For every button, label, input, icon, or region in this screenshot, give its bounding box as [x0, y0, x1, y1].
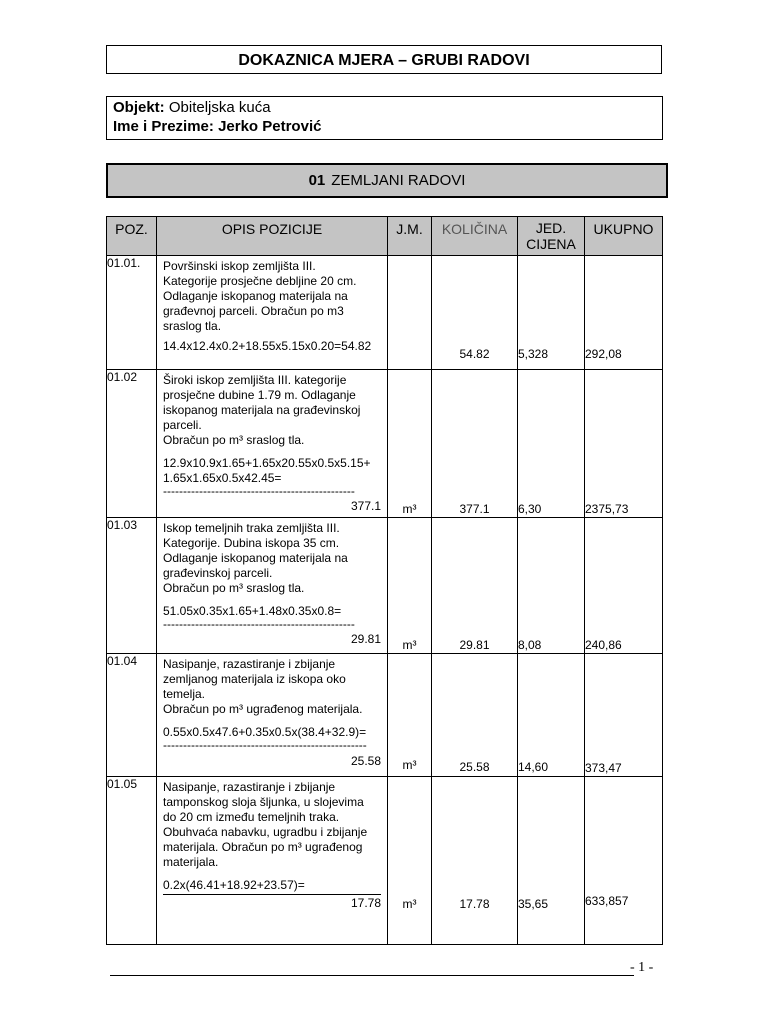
row-jm: [388, 370, 432, 518]
row-jed-cijena: [518, 777, 585, 945]
row-jm: [388, 518, 432, 654]
row-calculation: 0.2x(46.41+18.92+23.57)=: [163, 878, 305, 892]
row-jed-cijena: [518, 370, 585, 518]
ime-value: Jerko Petrović: [218, 118, 322, 135]
row-kolicina: [432, 370, 518, 518]
header-jed-cijena: [518, 217, 585, 256]
section-title: ZEMLJANI RADOVI: [331, 172, 466, 189]
row-kolicina-value: 54.82: [459, 347, 490, 361]
row-poz: 01.05: [107, 777, 157, 945]
row-ukupno: [585, 370, 663, 518]
table-row: [107, 256, 663, 370]
header-poz: POZ.: [107, 217, 157, 256]
row-total: 377.1: [350, 499, 381, 513]
row-jm-value: m³: [402, 897, 417, 911]
row-jed-cijena-value: 8,08: [518, 638, 542, 652]
document-title: DOKAZNICA MJERA – GRUBI RADOVI: [106, 45, 662, 74]
row-jed-cijena-value: 6,30: [518, 502, 542, 516]
row-description-cell: [157, 777, 388, 945]
row-ukupno-value: 240,86: [585, 638, 622, 652]
items-table: [106, 216, 663, 945]
row-description-cell: [157, 256, 388, 370]
row-calculation: 14.4x12.4x0.2+18.55x5.15x0.20=54.82: [163, 339, 372, 353]
header-ukupno: UKUPNO: [585, 217, 663, 256]
row-jm-value: m³: [402, 502, 417, 516]
row-total: 29.81: [350, 632, 381, 646]
row-ukupno-value: 292,08: [585, 347, 622, 361]
row-kolicina-value: 17.78: [459, 897, 490, 911]
row-jed-cijena-value: 35,65: [518, 897, 549, 911]
row-ukupno-value: 2375,73: [585, 502, 629, 516]
row-kolicina-value: 25.58: [459, 760, 490, 774]
row-jm: [388, 777, 432, 945]
page-number: - 1 -: [630, 960, 654, 975]
project-info: [106, 96, 663, 140]
row-jed-cijena-value: 5,328: [518, 347, 549, 361]
ime-label: Ime i Prezime:: [113, 118, 214, 135]
row-description: Široki iskop zemljišta III. kategorije prosječne dubine 1.79 m. Odlaganje iskopanog materijala na građevinskoj parceli. Obračun po m³ sraslog tla.: [163, 373, 361, 447]
row-description-cell: [157, 518, 388, 654]
table-row: [107, 654, 663, 777]
row-total: 25.58: [350, 754, 381, 768]
row-calculation: 0.55x0.5x47.6+0.35x0.5x(38.4+32.9)=: [163, 725, 367, 739]
header-opis: OPIS POZICIJE: [157, 217, 388, 256]
row-jed-cijena: [518, 256, 585, 370]
objekt-line: [113, 98, 662, 117]
row-ukupno-value: 633,857: [585, 894, 629, 908]
row-calculation: 12.9x10.9x1.65+1.65x20.55x0.5x5.15+ 1.65x1.65x0.5x42.45=: [163, 456, 371, 485]
table-row: [107, 777, 663, 945]
row-separator: ---------------------------------------------------: [163, 740, 367, 750]
row-separator: ------------------------------------------------: [163, 619, 355, 629]
row-jed-cijena: [518, 654, 585, 777]
table-header-row: [107, 217, 663, 256]
row-poz: 01.03: [107, 518, 157, 654]
row-poz: 01.04: [107, 654, 157, 777]
row-kolicina: [432, 777, 518, 945]
ime-line: [113, 117, 662, 136]
row-separator: ------------------------------------------------: [163, 486, 355, 496]
row-description-cell: [157, 370, 388, 518]
table-row: [107, 518, 663, 654]
row-kolicina-value: 29.81: [459, 638, 490, 652]
row-description: Nasipanje, razastiranje i zbijanje zemljanog materijala iz iskopa oko temelja. Obračun po m³ ugrađenog materijala.: [163, 657, 363, 716]
row-ukupno: [585, 654, 663, 777]
header-jm: J.M.: [388, 217, 432, 256]
objekt-value: Obiteljska kuća: [168, 99, 271, 116]
row-poz: 01.02: [107, 370, 157, 518]
header-jed-cijena-label: JED. CIJENA: [526, 220, 576, 252]
row-kolicina: [432, 518, 518, 654]
row-jm: [388, 654, 432, 777]
row-jm: [388, 256, 432, 370]
row-calculation: 51.05x0.35x1.65+1.48x0.35x0.8=: [163, 604, 342, 618]
row-ukupno: [585, 518, 663, 654]
row-kolicina: [432, 654, 518, 777]
row-description: Nasipanje, razastiranje i zbijanje tamponskog sloja šljunka, u slojevima do 20 cm između temeljnih traka. Obuhvaća nabavku, ugradbu i zbijanje materijala. Obračun po m³ ugrađenog materijala.: [163, 780, 368, 869]
row-jm-value: m³: [402, 638, 417, 652]
row-jed-cijena: [518, 518, 585, 654]
footer-rule: [110, 975, 634, 976]
row-poz: 01.01.: [107, 256, 157, 370]
row-description: Iskop temeljnih traka zemljišta III. Kategorije. Dubina iskopa 35 cm. Odlaganje iskopanog materijala na građevinskoj parceli. Obračun po m³ sraslog tla.: [163, 521, 348, 595]
row-kolicina: [432, 256, 518, 370]
row-jed-cijena-value: 14,60: [518, 760, 549, 774]
table-row: [107, 370, 663, 518]
row-kolicina-value: 377.1: [459, 502, 490, 516]
header-kolicina: KOLIČINA: [432, 217, 518, 256]
row-description-cell: [157, 654, 388, 777]
row-ukupno: [585, 777, 663, 945]
section-header: [106, 163, 668, 198]
row-total: 17.78: [350, 896, 381, 910]
objekt-label: Objekt:: [113, 99, 165, 116]
row-jm-value: m³: [402, 758, 417, 772]
section-number: 01: [308, 172, 326, 189]
row-ukupno: [585, 256, 663, 370]
row-ukupno-value: 373,47: [585, 761, 622, 775]
row-description: Površinski iskop zemljišta III. Kategorije prosječne debljine 20 cm. Odlaganje iskopanog materijala na građevnoj parceli. Obračun po m3 sraslog tla.: [163, 259, 357, 333]
